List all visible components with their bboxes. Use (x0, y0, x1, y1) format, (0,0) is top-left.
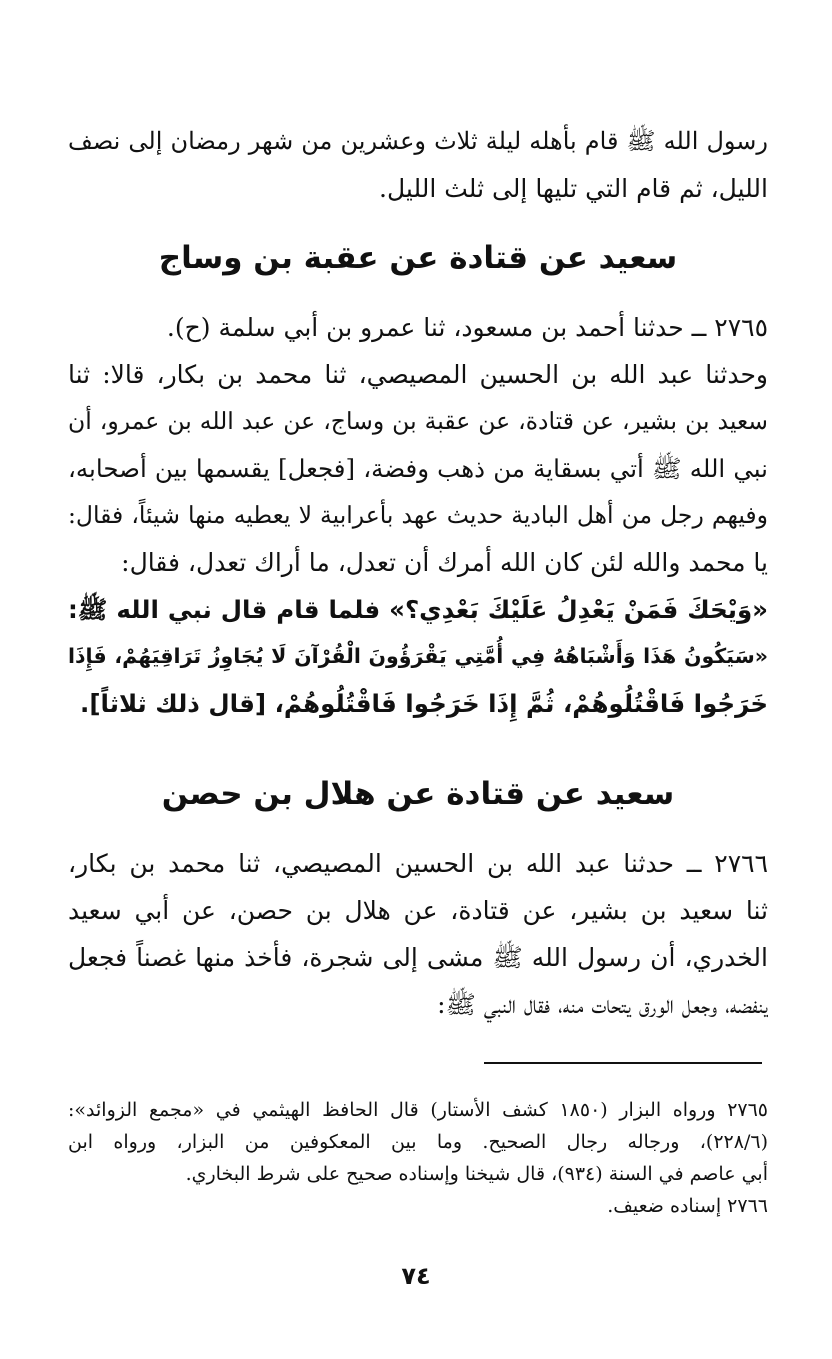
hadith-line: نبي الله ﷺ أتي بسقاية من ذهب وفضة، [فجعل] يقسمها بين أصحابه، (68, 454, 768, 483)
hadith-line: وفيهم رجل من أهل البادية حديث عهد بأعرابية لا يعطيه منها شيئاً، فقال: (68, 501, 768, 529)
footnote-divider (484, 1062, 762, 1064)
hadith-line: ٢٧٦٥ ــ حدثنا أحمد بن مسعود، ثنا عمرو بن أبي سلمة (ح). (166, 313, 768, 342)
hadith-line: ٢٧٦٦ ــ حدثنا عبد الله بن الحسين المصيصي، ثنا محمد بن بكار، (68, 849, 768, 878)
intro-line: رسول الله ﷺ قام بأهله ليلة ثلاث وعشرين من شهر رمضان إلى نصف (68, 127, 768, 155)
hadith-2766-text (68, 840, 768, 1028)
section-heading: سعيد عن قتادة عن هلال بن حصن (161, 776, 675, 812)
intro-line: الليل، ثم قام التي تليها إلى ثلث الليل. (379, 174, 768, 203)
footnote-line: ٢٧٦٥ ورواه البزار (١٨٥٠ كشف الأستار) قال الحافظ الهيثمي في «مجمع الزوائد»: (68, 1099, 768, 1121)
hadith-line: يا محمد والله لئن كان الله أمرك أن تعدل، ما أراك تعدل، فقال: (121, 548, 768, 577)
hadith-2765-text (68, 304, 768, 586)
quote-line: «سَيَكُونُ هَذَا وَأَشْبَاهُهُ فِي أُمَّتِي يَقْرَؤُونَ الْقُرْآنَ لَا يُجَاوِزُ تَرَاقِيَهُمْ، فَإِذَا (68, 644, 768, 668)
footnote-line: ٢٧٦٦ إسناده ضعيف. (607, 1195, 768, 1217)
hadith-line: الخدري، أن رسول الله ﷺ مشى إلى شجرة، فأخذ منها غصناً فجعل (68, 943, 768, 972)
footnote-line: (٢٢٨/٦)، ورجاله رجال الصحيح. وما بين المعكوفين من البزار، ورواه ابن (68, 1131, 768, 1153)
hadith-line: ينفضه، وجعل الورق يتحات منه، فقال النبي ﷺ: (437, 990, 768, 1019)
hadith-2765-quote (68, 586, 768, 727)
hadith-line: وحدثنا عبد الله بن الحسين المصيصي، ثنا محمد بن بكار، قالا: ثنا (68, 360, 768, 389)
section-heading: سعيد عن قتادة عن عقبة بن وساج (158, 240, 678, 276)
intro-paragraph (68, 118, 768, 212)
footnote-line: أبي عاصم في السنة (٩٣٤)، قال شيخنا وإسناده صحيح على شرط البخاري. (185, 1163, 768, 1185)
hadith-line: سعيد بن بشير، عن قتادة، عن عقبة بن وساج، عن عبد الله بن عمرو، أن (68, 407, 768, 435)
quote-line: خَرَجُوا فَاقْتُلُوهُمْ، ثُمَّ إِذَا خَرَجُوا فَاقْتُلُوهُمْ، [قال ذلك ثلاثاً]. (80, 689, 768, 718)
footnotes (68, 1094, 768, 1222)
quote-line: «وَيْحَكَ فَمَنْ يَعْدِلُ عَلَيْكَ بَعْدِي؟» فلما قام قال نبي الله ﷺ: (68, 595, 768, 624)
page-number: ٧٤ (401, 1262, 431, 1290)
hadith-line: ثنا سعيد بن بشير، عن قتادة، عن هلال بن حصن، عن أبي سعيد (68, 896, 768, 925)
